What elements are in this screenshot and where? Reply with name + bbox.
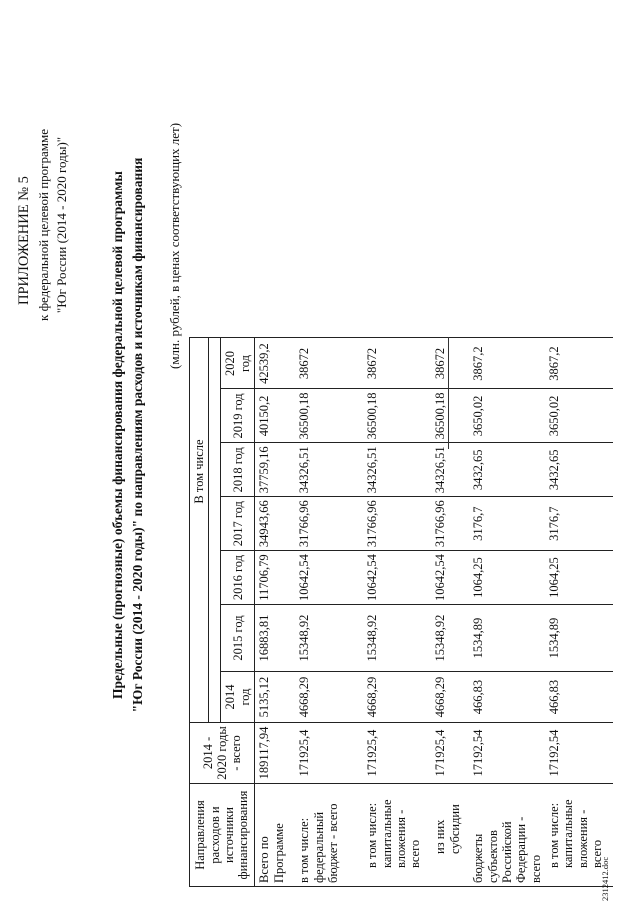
row-total: 17192,54 [545,723,613,784]
table-header-row [190,338,209,887]
row-value: 42539,2 [255,338,296,389]
table-row [545,338,613,887]
year-header: 2014 год [221,672,255,723]
row-value: 466,83 [545,672,613,723]
year-header: 2016 год [221,551,255,605]
row-value: 3432,65 [545,443,613,497]
header-including-label: В том числе [192,439,206,504]
row-label: в том числе: федеральный бюджет - всего [295,784,363,887]
row-total: 171925,4 [295,723,363,784]
row-value: 16883,81 [255,605,296,672]
row-value: 38672 [431,338,469,389]
table-row [363,338,431,887]
row-value: 34326,51 [363,443,431,497]
appendix-number: ПРИЛОЖЕНИЕ № 5 [16,176,32,305]
row-value: 38672 [295,338,363,389]
row-value: 15348,92 [295,605,363,672]
header-spacer-cell [209,338,221,723]
separator-line [448,337,449,449]
row-value: 36500,18 [431,389,469,443]
table-row [469,338,545,887]
row-total: 171925,4 [431,723,469,784]
header-total: 2014 - 2020 годы - всего [190,723,255,784]
document-title-line1: Предельные (прогнозные) объемы финансирования федеральной целевой программы [110,171,125,699]
row-value: 34326,51 [295,443,363,497]
row-total: 17192,54 [469,723,545,784]
document-title-line2: "Юг России (2014 - 2020 годы)" по направлениям расходов и источникам финансирования [130,157,145,713]
row-label: Всего по Программе [255,784,296,887]
row-value: 34326,51 [431,443,469,497]
row-value: 40150,2 [255,389,296,443]
row-value: 31766,96 [363,497,431,551]
row-value: 38672 [363,338,431,389]
row-label: в том числе: капитальные вложения - всего [363,784,431,887]
row-value: 37759,16 [255,443,296,497]
file-name-footer: 2312412.doc [600,856,610,901]
units-note: (млн. рублей, в ценах соответствующих лет) [167,122,182,369]
year-header: 2020 год [221,338,255,389]
row-value: 3867,2 [469,338,545,389]
row-value: 36500,18 [295,389,363,443]
row-total: 171925,4 [363,723,431,784]
row-value: 3176,7 [545,497,613,551]
table-row [295,338,363,887]
row-value: 5135,12 [255,672,296,723]
row-value: 31766,96 [295,497,363,551]
row-value: 10642,54 [295,551,363,605]
row-value: 4668,29 [363,672,431,723]
row-total: 189117,94 [255,723,296,784]
row-value: 1064,25 [469,551,545,605]
row-value: 34943,66 [255,497,296,551]
row-value: 3867,2 [545,338,613,389]
appendix-program-line2: "Юг России (2014 - 2020 годы)" [54,136,69,314]
row-value: 15348,92 [363,605,431,672]
row-value: 4668,29 [431,672,469,723]
header-blank [190,605,209,723]
row-value: 1534,89 [545,605,613,672]
row-value: 3176,7 [469,497,545,551]
row-value: 4668,29 [295,672,363,723]
row-label: из них субсидии [431,784,469,887]
header-direction: Направления расходов и источники финансирования [190,784,255,887]
year-header: 2017 год [221,497,255,551]
appendix-program-line1: к федеральной целевой программе [36,129,51,321]
row-value: 10642,54 [363,551,431,605]
row-label: бюджеты субъектов Российской Федерации - всего [469,784,545,887]
row-value: 466,83 [469,672,545,723]
row-value: 10642,54 [431,551,469,605]
row-value: 31766,96 [431,497,469,551]
header-including [190,338,209,605]
financing-table [189,338,613,888]
table-row [255,338,296,887]
row-value: 1064,25 [545,551,613,605]
row-value: 3432,65 [469,443,545,497]
year-header: 2018 год [221,443,255,497]
year-header: 2015 год [221,605,255,672]
row-value: 3650,02 [545,389,613,443]
row-value: 36500,18 [363,389,431,443]
row-value: 1534,89 [469,605,545,672]
row-value: 11706,79 [255,551,296,605]
row-label: в том числе: капитальные вложения - всего [545,784,613,887]
year-header: 2019 год [221,389,255,443]
table-row [431,338,469,887]
row-value: 3650,02 [469,389,545,443]
row-value: 15348,92 [431,605,469,672]
